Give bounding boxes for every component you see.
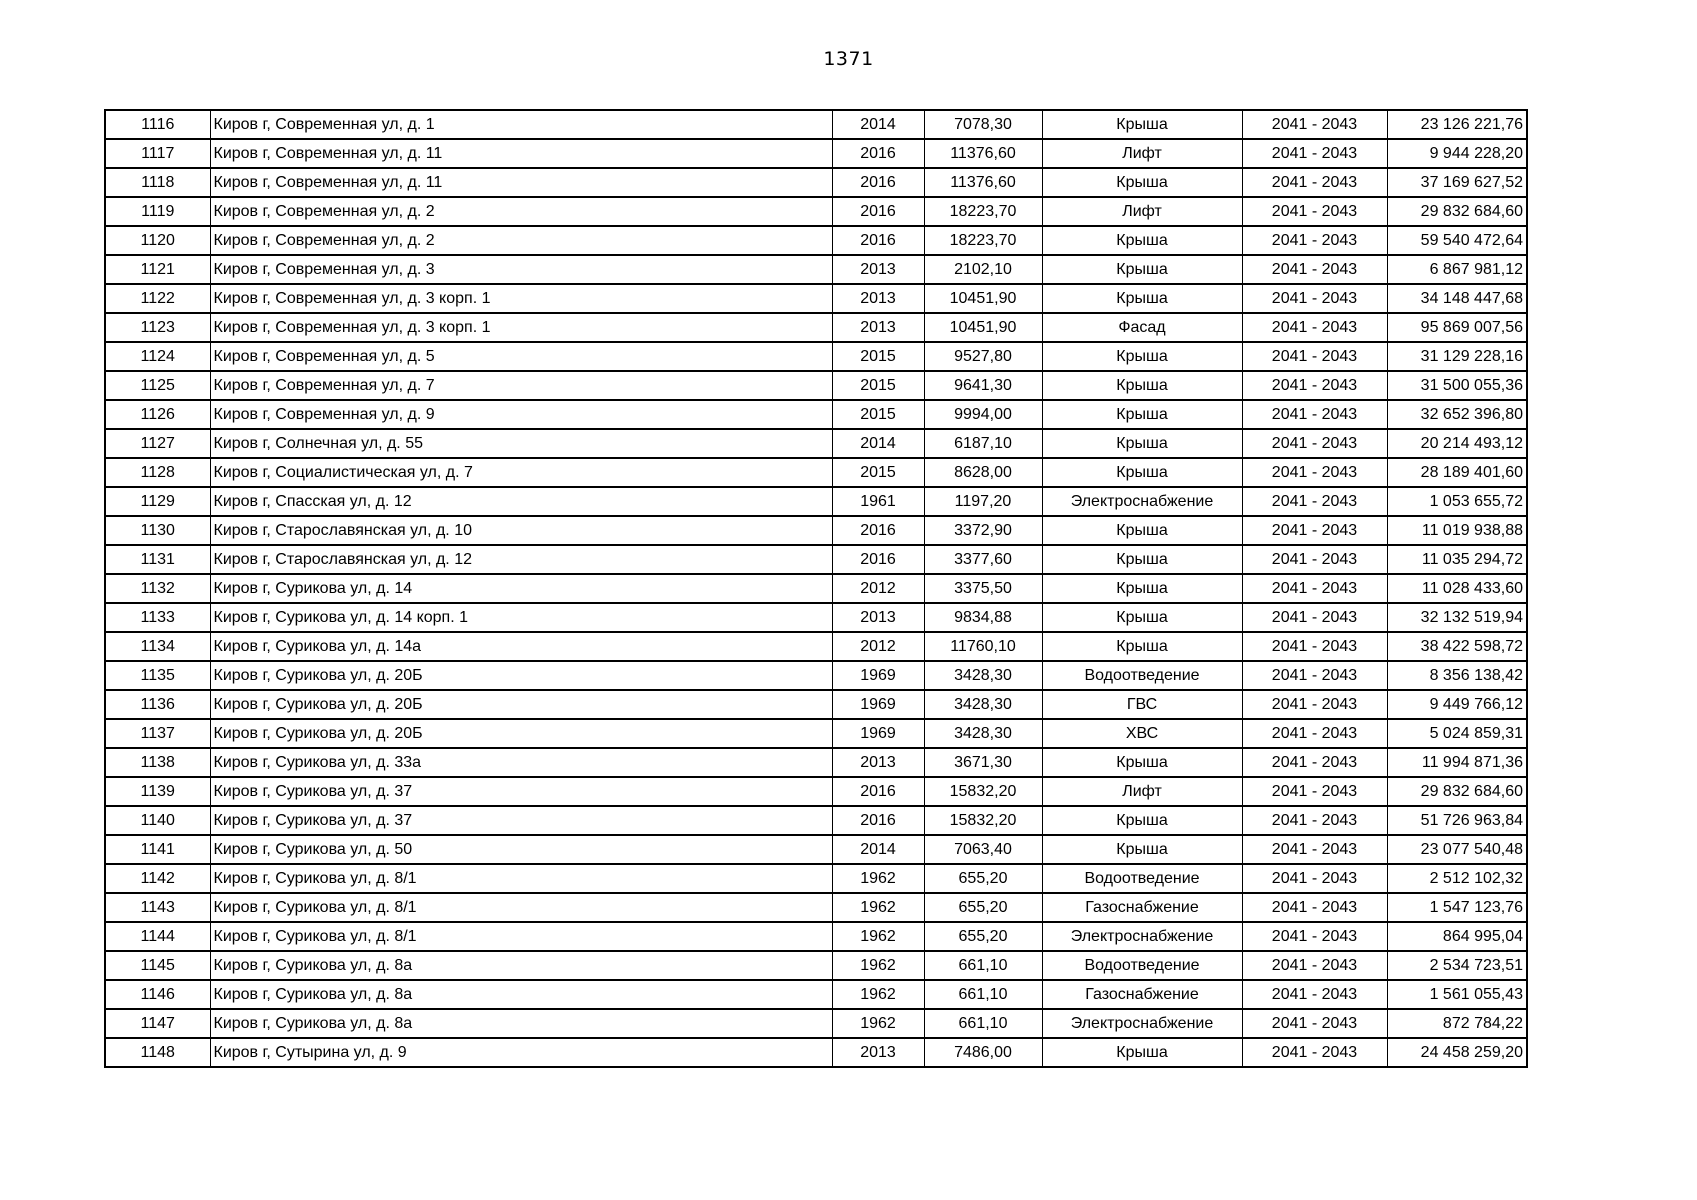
area-cell: 655,20 bbox=[924, 864, 1042, 893]
period-cell: 2041 - 2043 bbox=[1242, 458, 1387, 487]
row-number-cell: 1138 bbox=[105, 748, 210, 777]
work-type-cell: Крыша bbox=[1042, 516, 1242, 545]
year-cell: 2016 bbox=[832, 806, 924, 835]
work-type-cell: Электроснабжение bbox=[1042, 1009, 1242, 1038]
area-cell: 3428,30 bbox=[924, 719, 1042, 748]
cost-cell: 1 547 123,76 bbox=[1387, 893, 1527, 922]
area-cell: 7078,30 bbox=[924, 110, 1042, 139]
address-cell: Киров г, Современная ул, д. 11 bbox=[210, 139, 832, 168]
table-row bbox=[105, 719, 1527, 748]
address-cell: Киров г, Сурикова ул, д. 8/1 bbox=[210, 893, 832, 922]
cost-cell: 11 035 294,72 bbox=[1387, 545, 1527, 574]
year-cell: 2015 bbox=[832, 371, 924, 400]
address-cell: Киров г, Сутырина ул, д. 9 bbox=[210, 1038, 832, 1067]
cost-cell: 5 024 859,31 bbox=[1387, 719, 1527, 748]
table-row bbox=[105, 632, 1527, 661]
period-cell: 2041 - 2043 bbox=[1242, 893, 1387, 922]
table-row bbox=[105, 980, 1527, 1009]
cost-cell: 872 784,22 bbox=[1387, 1009, 1527, 1038]
year-cell: 2015 bbox=[832, 342, 924, 371]
area-cell: 7486,00 bbox=[924, 1038, 1042, 1067]
address-cell: Киров г, Социалистическая ул, д. 7 bbox=[210, 458, 832, 487]
work-type-cell: Лифт bbox=[1042, 197, 1242, 226]
address-cell: Киров г, Сурикова ул, д. 20Б bbox=[210, 719, 832, 748]
cost-cell: 24 458 259,20 bbox=[1387, 1038, 1527, 1067]
row-number-cell: 1116 bbox=[105, 110, 210, 139]
work-type-cell: Крыша bbox=[1042, 284, 1242, 313]
year-cell: 2015 bbox=[832, 458, 924, 487]
table-row bbox=[105, 371, 1527, 400]
address-cell: Киров г, Сурикова ул, д. 8/1 bbox=[210, 864, 832, 893]
work-type-cell: Лифт bbox=[1042, 139, 1242, 168]
year-cell: 2013 bbox=[832, 284, 924, 313]
period-cell: 2041 - 2043 bbox=[1242, 748, 1387, 777]
year-cell: 1961 bbox=[832, 487, 924, 516]
period-cell: 2041 - 2043 bbox=[1242, 110, 1387, 139]
cost-cell: 29 832 684,60 bbox=[1387, 197, 1527, 226]
row-number-cell: 1146 bbox=[105, 980, 210, 1009]
cost-cell: 11 994 871,36 bbox=[1387, 748, 1527, 777]
cost-cell: 2 534 723,51 bbox=[1387, 951, 1527, 980]
work-type-cell: Фасад bbox=[1042, 313, 1242, 342]
year-cell: 1962 bbox=[832, 893, 924, 922]
cost-cell: 9 449 766,12 bbox=[1387, 690, 1527, 719]
year-cell: 2013 bbox=[832, 255, 924, 284]
table-row bbox=[105, 603, 1527, 632]
row-number-cell: 1143 bbox=[105, 893, 210, 922]
year-cell: 2014 bbox=[832, 835, 924, 864]
period-cell: 2041 - 2043 bbox=[1242, 545, 1387, 574]
row-number-cell: 1137 bbox=[105, 719, 210, 748]
row-number-cell: 1132 bbox=[105, 574, 210, 603]
address-cell: Киров г, Сурикова ул, д. 37 bbox=[210, 777, 832, 806]
year-cell: 1962 bbox=[832, 864, 924, 893]
cost-cell: 59 540 472,64 bbox=[1387, 226, 1527, 255]
area-cell: 1197,20 bbox=[924, 487, 1042, 516]
row-number-cell: 1133 bbox=[105, 603, 210, 632]
year-cell: 1962 bbox=[832, 922, 924, 951]
work-type-cell: Крыша bbox=[1042, 226, 1242, 255]
area-cell: 655,20 bbox=[924, 922, 1042, 951]
row-number-cell: 1139 bbox=[105, 777, 210, 806]
period-cell: 2041 - 2043 bbox=[1242, 342, 1387, 371]
cost-cell: 31 500 055,36 bbox=[1387, 371, 1527, 400]
period-cell: 2041 - 2043 bbox=[1242, 371, 1387, 400]
table-row bbox=[105, 1009, 1527, 1038]
work-type-cell: Электроснабжение bbox=[1042, 487, 1242, 516]
cost-cell: 31 129 228,16 bbox=[1387, 342, 1527, 371]
row-number-cell: 1125 bbox=[105, 371, 210, 400]
work-type-cell: Крыша bbox=[1042, 110, 1242, 139]
area-cell: 10451,90 bbox=[924, 284, 1042, 313]
area-cell: 11376,60 bbox=[924, 168, 1042, 197]
period-cell: 2041 - 2043 bbox=[1242, 835, 1387, 864]
table-row bbox=[105, 864, 1527, 893]
area-cell: 661,10 bbox=[924, 980, 1042, 1009]
period-cell: 2041 - 2043 bbox=[1242, 864, 1387, 893]
table-row bbox=[105, 777, 1527, 806]
work-type-cell: Крыша bbox=[1042, 1038, 1242, 1067]
work-type-cell: Крыша bbox=[1042, 168, 1242, 197]
year-cell: 2012 bbox=[832, 632, 924, 661]
address-cell: Киров г, Современная ул, д. 3 корп. 1 bbox=[210, 313, 832, 342]
year-cell: 2014 bbox=[832, 110, 924, 139]
repair-registry-table bbox=[104, 109, 1528, 1068]
cost-cell: 9 944 228,20 bbox=[1387, 139, 1527, 168]
address-cell: Киров г, Современная ул, д. 5 bbox=[210, 342, 832, 371]
area-cell: 3372,90 bbox=[924, 516, 1042, 545]
table-row bbox=[105, 1038, 1527, 1067]
row-number-cell: 1122 bbox=[105, 284, 210, 313]
area-cell: 11760,10 bbox=[924, 632, 1042, 661]
work-type-cell: Крыша bbox=[1042, 255, 1242, 284]
row-number-cell: 1141 bbox=[105, 835, 210, 864]
work-type-cell: Крыша bbox=[1042, 632, 1242, 661]
page-number: 1371 bbox=[823, 48, 874, 70]
period-cell: 2041 - 2043 bbox=[1242, 574, 1387, 603]
period-cell: 2041 - 2043 bbox=[1242, 313, 1387, 342]
address-cell: Киров г, Спасская ул, д. 12 bbox=[210, 487, 832, 516]
table-row bbox=[105, 835, 1527, 864]
row-number-cell: 1134 bbox=[105, 632, 210, 661]
year-cell: 1969 bbox=[832, 661, 924, 690]
table-row bbox=[105, 574, 1527, 603]
table-row bbox=[105, 139, 1527, 168]
address-cell: Киров г, Современная ул, д. 1 bbox=[210, 110, 832, 139]
address-cell: Киров г, Современная ул, д. 11 bbox=[210, 168, 832, 197]
period-cell: 2041 - 2043 bbox=[1242, 284, 1387, 313]
work-type-cell: Газоснабжение bbox=[1042, 980, 1242, 1009]
year-cell: 2012 bbox=[832, 574, 924, 603]
year-cell: 2013 bbox=[832, 1038, 924, 1067]
address-cell: Киров г, Сурикова ул, д. 8а bbox=[210, 951, 832, 980]
address-cell: Киров г, Старославянская ул, д. 12 bbox=[210, 545, 832, 574]
table-row bbox=[105, 748, 1527, 777]
row-number-cell: 1127 bbox=[105, 429, 210, 458]
cost-cell: 32 652 396,80 bbox=[1387, 400, 1527, 429]
row-number-cell: 1147 bbox=[105, 1009, 210, 1038]
period-cell: 2041 - 2043 bbox=[1242, 1009, 1387, 1038]
row-number-cell: 1120 bbox=[105, 226, 210, 255]
work-type-cell: Водоотведение bbox=[1042, 661, 1242, 690]
area-cell: 661,10 bbox=[924, 1009, 1042, 1038]
address-cell: Киров г, Сурикова ул, д. 20Б bbox=[210, 661, 832, 690]
area-cell: 3428,30 bbox=[924, 661, 1042, 690]
row-number-cell: 1123 bbox=[105, 313, 210, 342]
work-type-cell: ХВС bbox=[1042, 719, 1242, 748]
work-type-cell: Крыша bbox=[1042, 545, 1242, 574]
address-cell: Киров г, Современная ул, д. 2 bbox=[210, 226, 832, 255]
year-cell: 2013 bbox=[832, 313, 924, 342]
year-cell: 2016 bbox=[832, 197, 924, 226]
area-cell: 18223,70 bbox=[924, 226, 1042, 255]
year-cell: 1969 bbox=[832, 719, 924, 748]
row-number-cell: 1126 bbox=[105, 400, 210, 429]
cost-cell: 34 148 447,68 bbox=[1387, 284, 1527, 313]
period-cell: 2041 - 2043 bbox=[1242, 690, 1387, 719]
work-type-cell: Крыша bbox=[1042, 371, 1242, 400]
row-number-cell: 1129 bbox=[105, 487, 210, 516]
row-number-cell: 1144 bbox=[105, 922, 210, 951]
work-type-cell: Водоотведение bbox=[1042, 864, 1242, 893]
work-type-cell: Лифт bbox=[1042, 777, 1242, 806]
area-cell: 10451,90 bbox=[924, 313, 1042, 342]
period-cell: 2041 - 2043 bbox=[1242, 951, 1387, 980]
area-cell: 3375,50 bbox=[924, 574, 1042, 603]
year-cell: 2013 bbox=[832, 603, 924, 632]
table-row bbox=[105, 458, 1527, 487]
cost-cell: 23 126 221,76 bbox=[1387, 110, 1527, 139]
table-row bbox=[105, 110, 1527, 139]
work-type-cell: Крыша bbox=[1042, 342, 1242, 371]
cost-cell: 8 356 138,42 bbox=[1387, 661, 1527, 690]
cost-cell: 32 132 519,94 bbox=[1387, 603, 1527, 632]
year-cell: 2013 bbox=[832, 748, 924, 777]
table-row bbox=[105, 951, 1527, 980]
work-type-cell: Электроснабжение bbox=[1042, 922, 1242, 951]
cost-cell: 28 189 401,60 bbox=[1387, 458, 1527, 487]
area-cell: 9527,80 bbox=[924, 342, 1042, 371]
row-number-cell: 1145 bbox=[105, 951, 210, 980]
period-cell: 2041 - 2043 bbox=[1242, 168, 1387, 197]
area-cell: 18223,70 bbox=[924, 197, 1042, 226]
work-type-cell: Крыша bbox=[1042, 400, 1242, 429]
row-number-cell: 1130 bbox=[105, 516, 210, 545]
table-row bbox=[105, 168, 1527, 197]
area-cell: 655,20 bbox=[924, 893, 1042, 922]
year-cell: 2016 bbox=[832, 516, 924, 545]
table-row bbox=[105, 313, 1527, 342]
row-number-cell: 1118 bbox=[105, 168, 210, 197]
cost-cell: 20 214 493,12 bbox=[1387, 429, 1527, 458]
address-cell: Киров г, Сурикова ул, д. 37 bbox=[210, 806, 832, 835]
year-cell: 2016 bbox=[832, 168, 924, 197]
work-type-cell: Крыша bbox=[1042, 458, 1242, 487]
cost-cell: 1 561 055,43 bbox=[1387, 980, 1527, 1009]
address-cell: Киров г, Сурикова ул, д. 14а bbox=[210, 632, 832, 661]
cost-cell: 1 053 655,72 bbox=[1387, 487, 1527, 516]
period-cell: 2041 - 2043 bbox=[1242, 980, 1387, 1009]
year-cell: 1962 bbox=[832, 980, 924, 1009]
area-cell: 9994,00 bbox=[924, 400, 1042, 429]
area-cell: 2102,10 bbox=[924, 255, 1042, 284]
cost-cell: 11 028 433,60 bbox=[1387, 574, 1527, 603]
table-row bbox=[105, 226, 1527, 255]
table-row bbox=[105, 922, 1527, 951]
address-cell: Киров г, Сурикова ул, д. 8/1 bbox=[210, 922, 832, 951]
cost-cell: 29 832 684,60 bbox=[1387, 777, 1527, 806]
table-row bbox=[105, 400, 1527, 429]
period-cell: 2041 - 2043 bbox=[1242, 806, 1387, 835]
address-cell: Киров г, Солнечная ул, д. 55 bbox=[210, 429, 832, 458]
cost-cell: 95 869 007,56 bbox=[1387, 313, 1527, 342]
address-cell: Киров г, Современная ул, д. 3 корп. 1 bbox=[210, 284, 832, 313]
area-cell: 9641,30 bbox=[924, 371, 1042, 400]
address-cell: Киров г, Сурикова ул, д. 33а bbox=[210, 748, 832, 777]
cost-cell: 11 019 938,88 bbox=[1387, 516, 1527, 545]
year-cell: 2016 bbox=[832, 226, 924, 255]
address-cell: Киров г, Сурикова ул, д. 14 bbox=[210, 574, 832, 603]
area-cell: 3671,30 bbox=[924, 748, 1042, 777]
row-number-cell: 1131 bbox=[105, 545, 210, 574]
area-cell: 6187,10 bbox=[924, 429, 1042, 458]
work-type-cell: Крыша bbox=[1042, 574, 1242, 603]
row-number-cell: 1140 bbox=[105, 806, 210, 835]
address-cell: Киров г, Современная ул, д. 7 bbox=[210, 371, 832, 400]
area-cell: 3377,60 bbox=[924, 545, 1042, 574]
period-cell: 2041 - 2043 bbox=[1242, 400, 1387, 429]
row-number-cell: 1128 bbox=[105, 458, 210, 487]
row-number-cell: 1136 bbox=[105, 690, 210, 719]
table-row bbox=[105, 661, 1527, 690]
table-row bbox=[105, 516, 1527, 545]
address-cell: Киров г, Современная ул, д. 3 bbox=[210, 255, 832, 284]
period-cell: 2041 - 2043 bbox=[1242, 1038, 1387, 1067]
area-cell: 8628,00 bbox=[924, 458, 1042, 487]
period-cell: 2041 - 2043 bbox=[1242, 922, 1387, 951]
period-cell: 2041 - 2043 bbox=[1242, 719, 1387, 748]
address-cell: Киров г, Современная ул, д. 2 bbox=[210, 197, 832, 226]
address-cell: Киров г, Сурикова ул, д. 50 bbox=[210, 835, 832, 864]
row-number-cell: 1124 bbox=[105, 342, 210, 371]
registry-body bbox=[105, 110, 1527, 1067]
cost-cell: 6 867 981,12 bbox=[1387, 255, 1527, 284]
year-cell: 2016 bbox=[832, 777, 924, 806]
table-row bbox=[105, 284, 1527, 313]
address-cell: Киров г, Старославянская ул, д. 10 bbox=[210, 516, 832, 545]
address-cell: Киров г, Сурикова ул, д. 8а bbox=[210, 980, 832, 1009]
row-number-cell: 1135 bbox=[105, 661, 210, 690]
year-cell: 1962 bbox=[832, 951, 924, 980]
table-row bbox=[105, 255, 1527, 284]
period-cell: 2041 - 2043 bbox=[1242, 429, 1387, 458]
address-cell: Киров г, Сурикова ул, д. 14 корп. 1 bbox=[210, 603, 832, 632]
cost-cell: 23 077 540,48 bbox=[1387, 835, 1527, 864]
work-type-cell: Водоотведение bbox=[1042, 951, 1242, 980]
row-number-cell: 1148 bbox=[105, 1038, 210, 1067]
table-row bbox=[105, 806, 1527, 835]
area-cell: 11376,60 bbox=[924, 139, 1042, 168]
table-row bbox=[105, 197, 1527, 226]
work-type-cell: Крыша bbox=[1042, 603, 1242, 632]
area-cell: 661,10 bbox=[924, 951, 1042, 980]
period-cell: 2041 - 2043 bbox=[1242, 139, 1387, 168]
period-cell: 2041 - 2043 bbox=[1242, 516, 1387, 545]
area-cell: 9834,88 bbox=[924, 603, 1042, 632]
cost-cell: 37 169 627,52 bbox=[1387, 168, 1527, 197]
area-cell: 7063,40 bbox=[924, 835, 1042, 864]
address-cell: Киров г, Сурикова ул, д. 20Б bbox=[210, 690, 832, 719]
row-number-cell: 1121 bbox=[105, 255, 210, 284]
cost-cell: 864 995,04 bbox=[1387, 922, 1527, 951]
address-cell: Киров г, Сурикова ул, д. 8а bbox=[210, 1009, 832, 1038]
year-cell: 1969 bbox=[832, 690, 924, 719]
cost-cell: 2 512 102,32 bbox=[1387, 864, 1527, 893]
work-type-cell: Крыша bbox=[1042, 429, 1242, 458]
row-number-cell: 1142 bbox=[105, 864, 210, 893]
year-cell: 2016 bbox=[832, 545, 924, 574]
table-row bbox=[105, 429, 1527, 458]
period-cell: 2041 - 2043 bbox=[1242, 197, 1387, 226]
area-cell: 3428,30 bbox=[924, 690, 1042, 719]
period-cell: 2041 - 2043 bbox=[1242, 603, 1387, 632]
row-number-cell: 1117 bbox=[105, 139, 210, 168]
area-cell: 15832,20 bbox=[924, 806, 1042, 835]
table-row bbox=[105, 893, 1527, 922]
address-cell: Киров г, Современная ул, д. 9 bbox=[210, 400, 832, 429]
work-type-cell: Крыша bbox=[1042, 835, 1242, 864]
period-cell: 2041 - 2043 bbox=[1242, 777, 1387, 806]
work-type-cell: ГВС bbox=[1042, 690, 1242, 719]
row-number-cell: 1119 bbox=[105, 197, 210, 226]
cost-cell: 51 726 963,84 bbox=[1387, 806, 1527, 835]
period-cell: 2041 - 2043 bbox=[1242, 255, 1387, 284]
period-cell: 2041 - 2043 bbox=[1242, 487, 1387, 516]
table-row bbox=[105, 545, 1527, 574]
year-cell: 2014 bbox=[832, 429, 924, 458]
year-cell: 2015 bbox=[832, 400, 924, 429]
year-cell: 1962 bbox=[832, 1009, 924, 1038]
table-row bbox=[105, 487, 1527, 516]
table-row bbox=[105, 342, 1527, 371]
cost-cell: 38 422 598,72 bbox=[1387, 632, 1527, 661]
table-row bbox=[105, 690, 1527, 719]
period-cell: 2041 - 2043 bbox=[1242, 661, 1387, 690]
period-cell: 2041 - 2043 bbox=[1242, 632, 1387, 661]
year-cell: 2016 bbox=[832, 139, 924, 168]
work-type-cell: Газоснабжение bbox=[1042, 893, 1242, 922]
work-type-cell: Крыша bbox=[1042, 748, 1242, 777]
work-type-cell: Крыша bbox=[1042, 806, 1242, 835]
area-cell: 15832,20 bbox=[924, 777, 1042, 806]
period-cell: 2041 - 2043 bbox=[1242, 226, 1387, 255]
